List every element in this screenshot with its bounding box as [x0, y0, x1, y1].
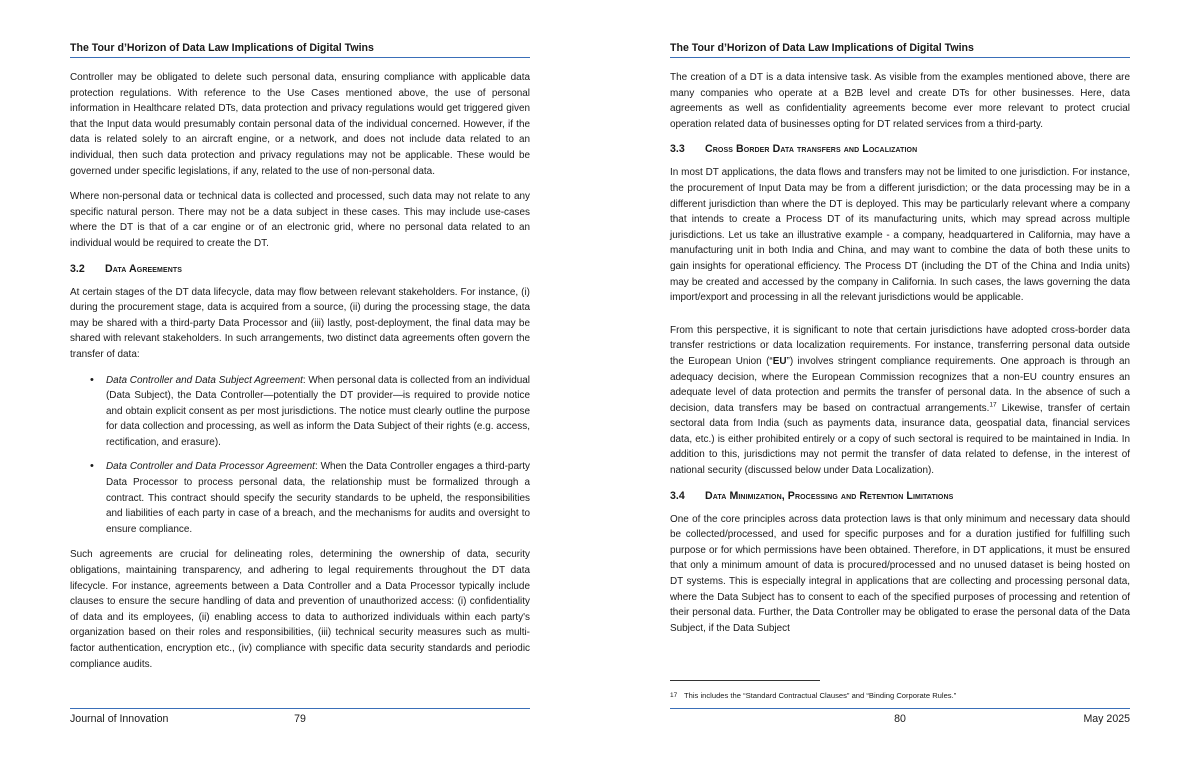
journal-name: Journal of Innovation — [70, 713, 169, 725]
text-run: From this perspective, it is significant to note that certain jurisdictions have adopted cross-border data transfer restrictions or data localization requirements. For instance, transferring personal data outside the European Union (“ — [670, 324, 1130, 367]
section-heading-3-3 — [670, 142, 1130, 157]
section-number: 3.4 — [670, 489, 685, 502]
list-item — [106, 459, 530, 537]
running-header: The Tour d’Horizon of Data Law Implications of Digital Twins — [670, 41, 1130, 58]
section-title: Data Agreements — [105, 262, 183, 275]
footnote-divider — [670, 680, 820, 681]
paragraph: Such agreements are crucial for delineating roles, determining the ownership of data, security obligations, maintaining transparency, and adhering to legal requirements throughout the DT data lifecycle. For instance, agreements between a Data Controller and a Data Processor typically include clauses to ensure the secure handling of data and prevention of unauthorized access: (i) confidentiality of data and its employees, (ii) enabling access to data to authorized individuals within each party's organization based on their roles and responsibilities, (iii) technical security measures such as multi-factor authentication, encryption etc., (iv) compliance with specific data security standards and periodic compliance audits. — [70, 549, 530, 670]
section-title: Cross Border Data transfers and Localization — [705, 143, 918, 156]
section-number: 3.3 — [670, 143, 685, 156]
page-number: 80 — [894, 713, 906, 725]
section-title: Data Minimization, Processing and Retention Limitations — [705, 489, 954, 502]
paragraph: Controller may be obligated to delete such personal data, ensuring compliance with applicable data protection regulations. With reference to the Use Cases mentioned above, the use of personal information in Healthcare related DTs, data protection and privacy regulations would get triggered given that the Input data would presumably contain personal data of the individual concerned. However, if the data is related solely to an aircraft engine, or a network, and does not include data related to an individual, then such data protection and privacy regulations may not be applicable. These would be governed under specific legislations, if any, related to the use of non-personal data. — [70, 72, 530, 177]
issue-date: May 2025 — [1083, 713, 1130, 725]
footnote-reference[interactable]: 17 — [989, 401, 997, 409]
page-number: 79 — [294, 713, 306, 725]
left-page-body — [70, 70, 530, 682]
right-page-body — [670, 70, 1130, 646]
text-run: Likewise, transfer of certain sectoral data from India (such as payments data, insurance data, geospatial data, financial services data, etc.) is either prohibited entirely or a copy of such sectoral is required to be maintained in India. In addition to this, jurisdictions may not permit the transfer of data related to defense, in the interest of national security (discussed below under Data Localization). — [670, 402, 1130, 477]
paragraph: The creation of a DT is a data intensive task. As visible from the examples mentioned above, there are many companies who operate at a B2B level and create DTs for other businesses. Here, data agreements as well as confidentiality agreements become ever more relevant to protect crucial operation related data of businesses opting for DT related services from a third-party. — [670, 72, 1130, 130]
footnote-text: This includes the “Standard Contractual Clauses” and “Binding Corporate Rules.” — [684, 691, 957, 700]
running-header: The Tour d’Horizon of Data Law Implications of Digital Twins — [70, 41, 530, 58]
left-page — [70, 0, 530, 776]
section-number: 3.2 — [70, 262, 85, 275]
paragraph: At certain stages of the DT data lifecycle, data may flow between relevant stakeholders. For instance, (i) during the procurement stage, data is acquired from a source, (ii) during the processing stage, the data may be shared with a third-party Data Processor and (iii) lastly, post-deployment, the final data may be shared with relevant stakeholders. In such arrangements, two distinct data agreements often govern the transfer of data: — [70, 286, 530, 360]
text-run: ”) involves stringent compliance requirements. One approach is through an adequacy decision, where the European Commission recognizes that a non-EU country ensures an adequate level of data protection and permits the transfer of personal data. In the absence of such a decision, data transfers may be based on contractual arrangements. — [670, 355, 1130, 414]
list-item — [106, 373, 530, 451]
paragraph: One of the core principles across data protection laws is that only minimum and necessary data should be collected/processed, and used for specific purposes and for a duration justified for fulfilling such purpose or for which permissions have been obtained. Therefore, in DT applications, it must be ensured that only a minimum amount of data is procured/processed and no unused dataset is being hosted on DT systems. This is especially integral in applications that are collecting and processing personal data, where the Data Subject has to consent to each of the specified purposes of processing and retention of their personal data. Further, the Data Controller may be obligated to erase the personal data of the Data Subject, if the Data Subject — [670, 513, 1130, 634]
list-item-text: : When personal data is collected from an individual (Data Subject), the Data Controller—potentially the DT provider—is required to provide notice and obtain explicit consent as per most jurisdictions. The notice must clearly outline the purpose for data collection and processing, as well as inform the Data Subject of their rights (e.g. access, rectification, and erasure). — [106, 374, 530, 448]
list-item-text: : When the Data Controller engages a third-party Data Processor to process personal data, the relationship must be formalized through a contract. This contract should specify the security standards to be upheld, the responsibilities and liabilities of each party in case of a breach, and the mechanisms for audits and oversight to ensure compliance. — [106, 461, 531, 535]
list-item-term: Data Controller and Data Processor Agreement — [106, 461, 315, 473]
section-heading-3-4 — [670, 489, 1130, 504]
agreement-list — [70, 373, 530, 538]
paragraph — [670, 323, 1130, 479]
footnote-number: 17 — [670, 692, 678, 699]
list-item-term: Data Controller and Data Subject Agreement — [106, 374, 303, 386]
paragraph: Where non-personal data or technical data is collected and processed, such data may not relate to any specific natural person. There may not be a data subject in these cases. This may include use-cases where the DT is that of a car engine or of an electronic grid, where no personal data related to an individual would be required to create the DT. — [70, 191, 530, 249]
section-heading-3-2 — [70, 262, 530, 277]
footnote — [670, 690, 1130, 701]
page-footer — [70, 708, 530, 728]
eu-abbreviation: EU — [772, 355, 787, 367]
right-page — [670, 0, 1130, 776]
page-footer — [670, 708, 1130, 728]
paragraph: In most DT applications, the data flows and transfers may not be limited to one jurisdiction. For instance, the procurement of Input Data may be from a different jurisdiction; or the data processing may be in a different jurisdiction than where the DT is deployed. This may be particularly relevant where a company that intends to create a Process DT of its manufacturing units, which may spread across multiple jurisdictions. Let us take an illustrative example - a company, headquartered in California, may have a manufacturing unit in both India and China, and may want to combine the data of both these units to gain insights for operational efficiency. The Process DT (including the DT of the China and India units) may be created and accessed by the company in California. In such cases, the laws governing the data import/export and processing in all the relevant jurisdictions would be applicable. — [670, 167, 1130, 304]
